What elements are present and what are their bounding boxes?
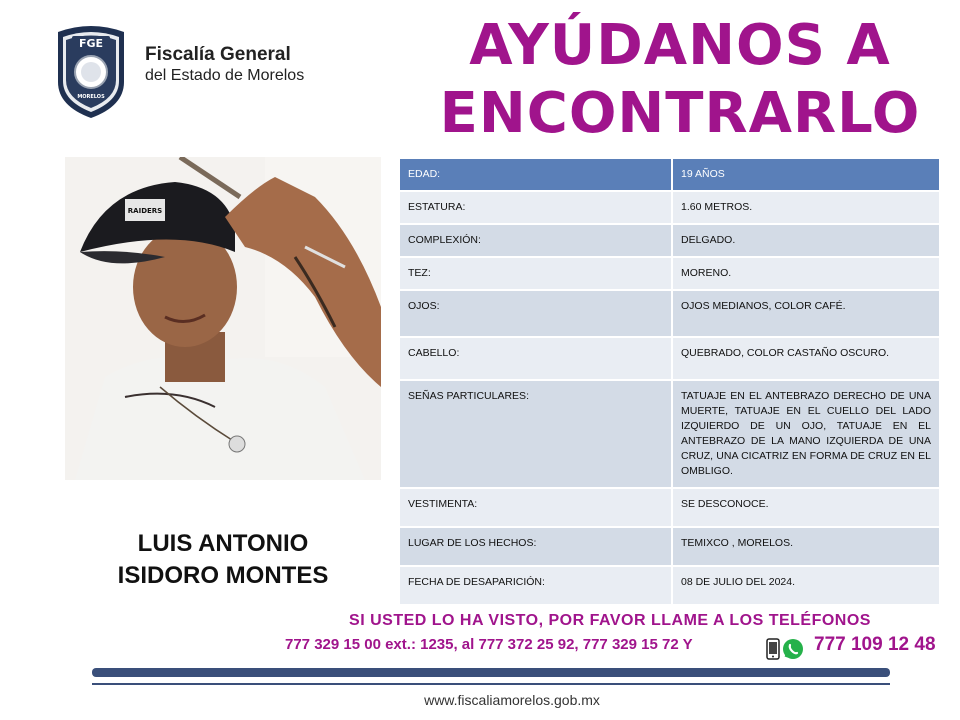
missing-person-name — [65, 528, 381, 592]
detail-value-clothing: SE DESCONOCE. — [672, 488, 940, 527]
fge-logo-badge — [52, 24, 130, 120]
name-line-1: LUIS ANTONIO — [137, 530, 309, 557]
detail-label-complexion: TEZ: — [399, 257, 672, 290]
table-row — [399, 337, 940, 380]
detail-value-date: 08 DE JULIO DEL 2024. — [672, 566, 940, 605]
detail-label-hair: CABELLO: — [399, 337, 672, 380]
whatsapp-icon — [782, 638, 804, 660]
footer-divider-thin — [92, 683, 890, 685]
detail-label-place: LUGAR DE LOS HECHOS: — [399, 527, 672, 566]
table-row — [399, 527, 940, 566]
table-row — [399, 380, 940, 488]
svg-text:RAIDERS: RAIDERS — [127, 207, 163, 215]
headline-line-1: AYÚDANOS A — [469, 13, 891, 78]
table-row — [399, 191, 940, 224]
footer-divider-thick — [92, 668, 890, 677]
name-line-2: ISIDORO MONTES — [117, 562, 329, 589]
detail-value-hair: QUEBRADO, COLOR CASTAÑO OSCURO. — [672, 337, 940, 380]
detail-label-clothing: VESTIMENTA: — [399, 488, 672, 527]
headline-line-2: ENCONTRARLO — [439, 81, 921, 146]
svg-text:MORELOS: MORELOS — [77, 94, 105, 100]
table-row — [399, 257, 940, 290]
detail-value-complexion: MORENO. — [672, 257, 940, 290]
call-to-action: SI USTED LO HA VISTO, POR FAVOR LLAME A LOS TELÉFONOS — [349, 612, 871, 629]
phone-icon — [766, 638, 780, 660]
headline — [420, 12, 940, 148]
detail-label-age: EDAD: — [399, 158, 672, 191]
svg-text:FGE: FGE — [78, 37, 104, 50]
table-row — [399, 566, 940, 605]
detail-label-date: FECHA DE DESAPARICIÓN: — [399, 566, 672, 605]
phone-numbers: 777 329 15 00 ext.: 1235, al 777 372 25 92, 777 329 15 72 Y — [285, 636, 693, 653]
whatsapp-number: 777 109 12 48 — [814, 634, 936, 655]
detail-label-marks: SEÑAS PARTICULARES: — [399, 380, 672, 488]
detail-value-age: 19 AÑOS — [672, 158, 940, 191]
detail-label-eyes: OJOS: — [399, 290, 672, 337]
missing-person-photo — [65, 157, 381, 480]
details-table — [398, 157, 941, 606]
org-subtitle: del Estado de Morelos — [145, 67, 305, 84]
detail-value-marks: TATUAJE EN EL ANTEBRAZO DERECHO DE UNA MUERTE, TATUAJE EN EL CUELLO DEL LADO IZQUIERDO DE UN OJO, TATUAJE EN EL ANTEBRAZO DE LA MANO IZQUIERDA DE UNA CRUZ, UNA CICATRIZ EN FORMA DE CRUZ EN EL OMBLIGO. — [672, 380, 940, 488]
table-row — [399, 224, 940, 257]
table-row — [399, 158, 940, 191]
detail-value-place: TEMIXCO , MORELOS. — [672, 527, 940, 566]
detail-label-build: COMPLEXIÓN: — [399, 224, 672, 257]
table-row — [399, 290, 940, 337]
website-link[interactable]: www.fiscaliamorelos.gob.mx — [424, 692, 600, 708]
table-row — [399, 488, 940, 527]
org-name: Fiscalía General — [145, 44, 291, 65]
detail-label-height: ESTATURA: — [399, 191, 672, 224]
detail-value-build: DELGADO. — [672, 224, 940, 257]
detail-value-height: 1.60 METROS. — [672, 191, 940, 224]
detail-value-eyes: OJOS MEDIANOS, COLOR CAFÉ. — [672, 290, 940, 337]
